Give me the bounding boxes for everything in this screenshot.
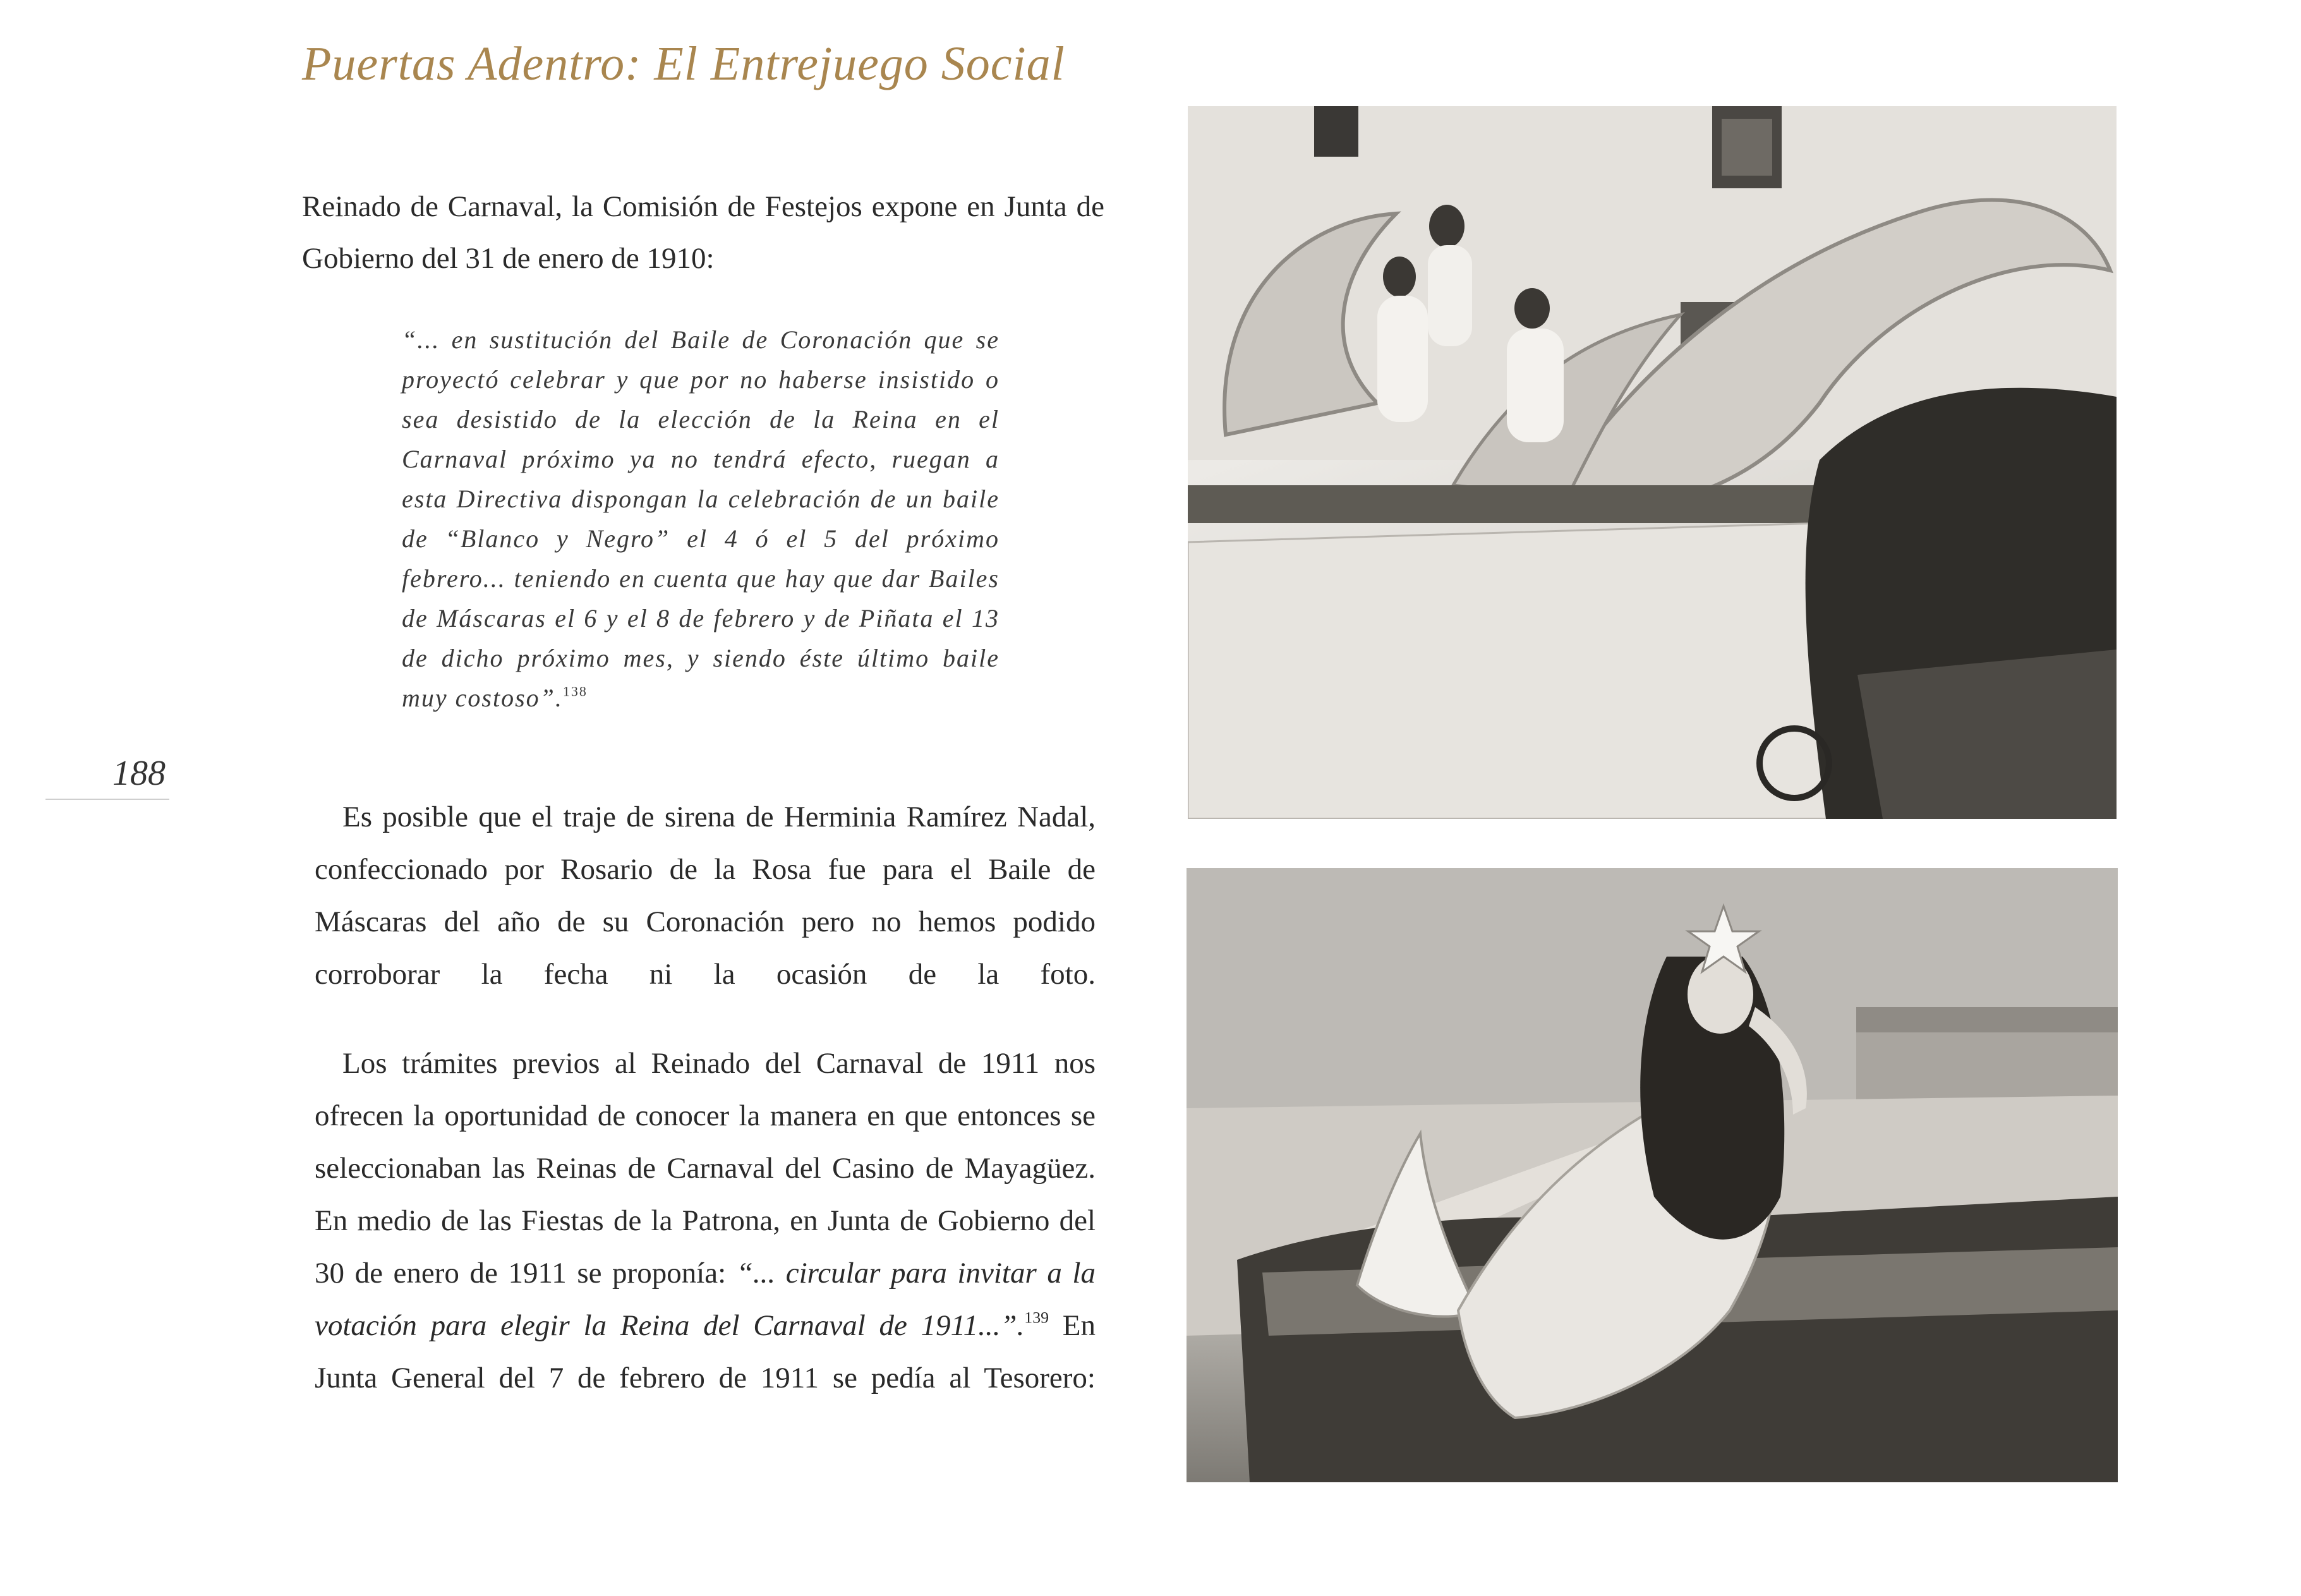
body-paragraph-2-quote: “... circular para invitar a la votación para elegir la Reina del Carnaval de 1911...”. (315, 1257, 1096, 1342)
running-header-title: Puertas Adentro: El Entrejuego Social (302, 37, 1065, 90)
body-paragraph-2 (315, 1037, 1096, 1405)
body-paragraph-2-text-after: En Junta General del 7 de febrero de 1911 se pedía al Tesorero: (315, 1309, 1096, 1394)
body-paragraph-2-text: Los trámites previos al Reinado del Carnaval de 1911 nos ofrecen la oportunidad de conocer la manera en que entonces se seleccionaban las Reinas de Carnaval del Casino de Mayagüez. En medio de las Fiestas de la Patrona, en Junta de Gobierno del 30 de enero de 1911 se proponía: (315, 1047, 1096, 1290)
page-number: 188 (112, 754, 166, 793)
block-quote (402, 320, 1000, 718)
footnote-ref-138: 138 (562, 683, 588, 699)
carnival-float-illustration (1188, 106, 2117, 819)
body-paragraph-1: Es posible que el traje de sirena de Herminia Ramírez Nadal, confeccionado por Rosario de la Rosa fue para el Baile de Máscaras del año de su Coronación pero no hemos podido corroborar la fecha ni la ocasión de la foto. (315, 801, 1096, 991)
carnival-float-photo (1188, 106, 2117, 819)
intro-paragraph: Reinado de Carnaval, la Comisión de Festejos expone en Junta de Gobierno del 31 de enero de 1910: (302, 190, 1104, 275)
block-quote-text: “... en sustitución del Baile de Coronación que se proyectó celebrar y que por no haberse insistido o sea desistido de la elección de la Reina en el Carnaval próximo ya no tendrá efecto, ruegan a esta Directiva dispongan la celebración de un baile de “Blanco y Negro” el 4 ó el 5 del próximo febrero... teniendo en cuenta que hay que dar Bailes de Máscaras el 6 y el 8 de febrero y de Piñata el 13 de dicho próximo mes, y siendo éste último baile muy costoso”. (402, 325, 1000, 712)
footnote-ref-139: 139 (1024, 1308, 1049, 1327)
page-number-rule (45, 799, 169, 800)
mermaid-costume-photo (1187, 868, 2118, 1482)
mermaid-illustration (1187, 868, 2118, 1482)
